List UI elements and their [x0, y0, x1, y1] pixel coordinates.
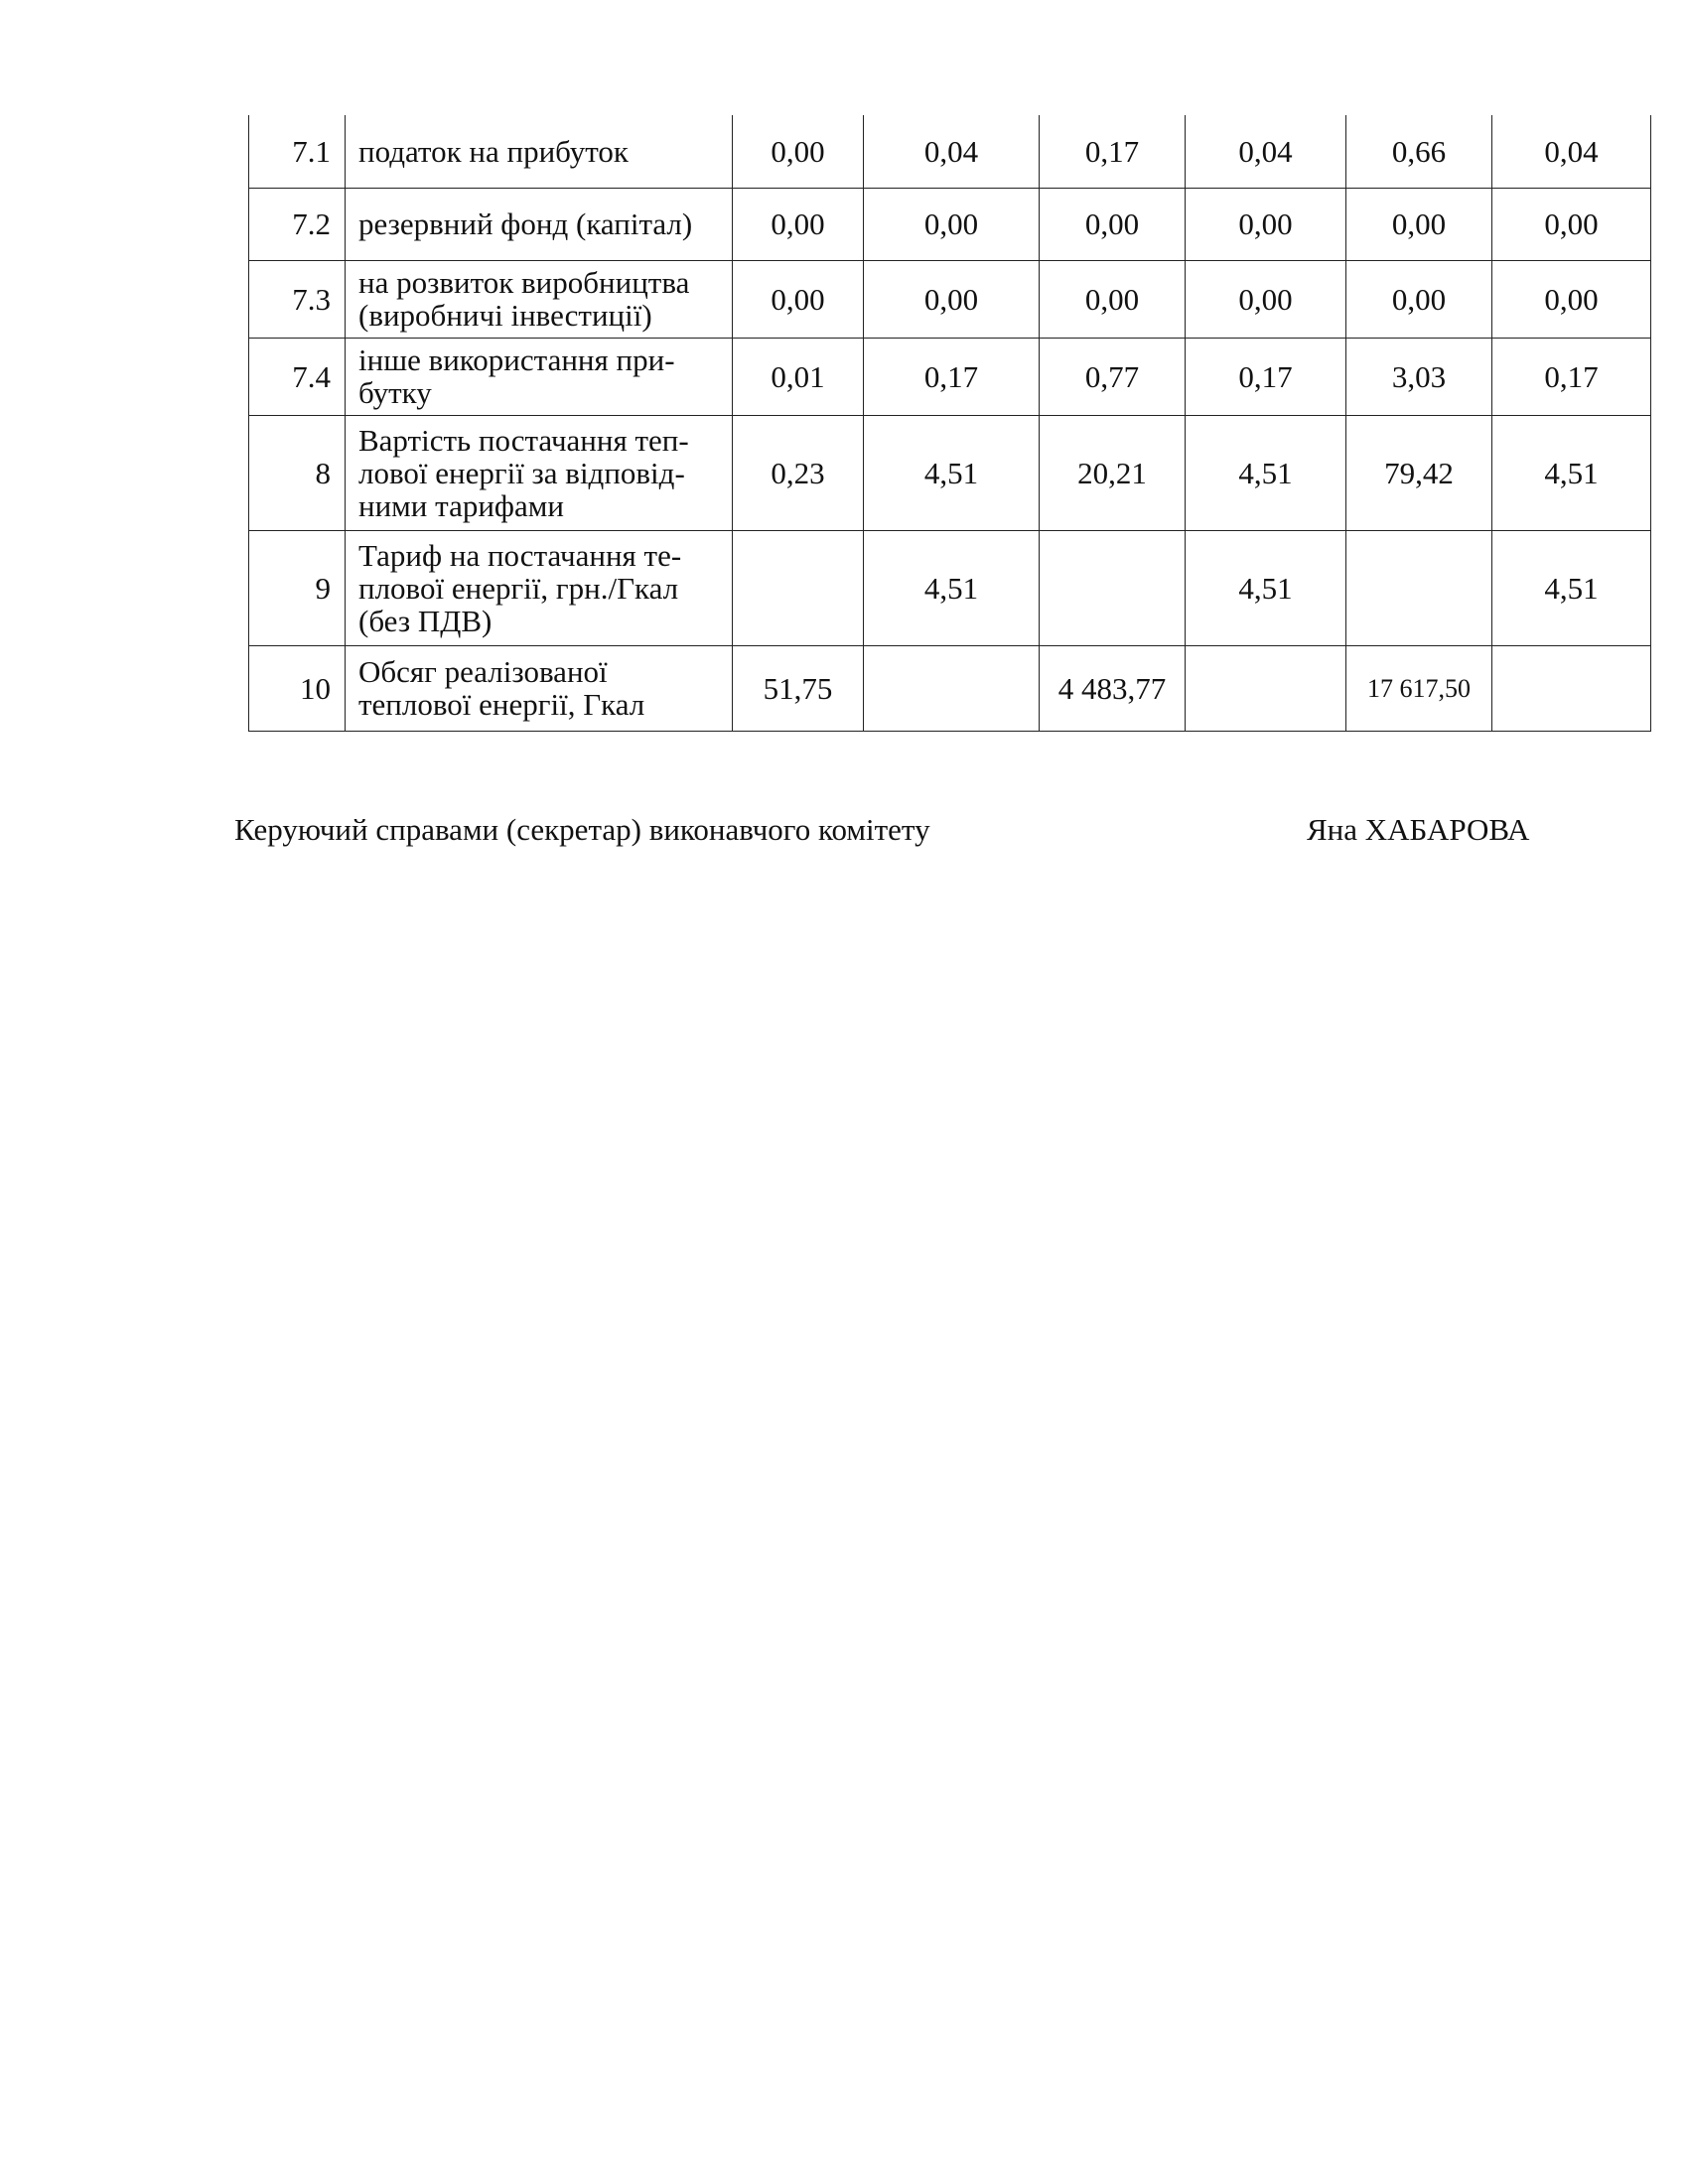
cell-value: 0,04: [1186, 115, 1346, 188]
row-description: резервний фонд (капітал): [346, 188, 733, 260]
cell-value: 0,04: [864, 115, 1040, 188]
cell-value: 0,00: [733, 115, 864, 188]
cell-value: 0,23: [733, 415, 864, 530]
cell-value: 4,51: [864, 415, 1040, 530]
row-description: Вартість постачання теп- лової енергії за відповід- ними тарифами: [346, 415, 733, 530]
cell-value: 4,51: [1186, 530, 1346, 645]
cell-value: 4,51: [1492, 530, 1651, 645]
cell-value: 0,01: [733, 338, 864, 415]
cell-value: 79,42: [1346, 415, 1492, 530]
row-number: 7.1: [249, 115, 346, 188]
cell-value: 0,00: [1346, 188, 1492, 260]
table-row: [249, 645, 1651, 731]
table-row: [249, 115, 1651, 188]
cell-value: 51,75: [733, 645, 864, 731]
cell-value: 0,17: [1186, 338, 1346, 415]
row-number: 9: [249, 530, 346, 645]
cell-value: 20,21: [1040, 415, 1186, 530]
cell-value: [1186, 645, 1346, 731]
table-row: [249, 530, 1651, 645]
cell-value: [1040, 530, 1186, 645]
row-number: 10: [249, 645, 346, 731]
row-number: 7.4: [249, 338, 346, 415]
cell-value: 0,00: [1186, 188, 1346, 260]
cell-value: 0,00: [1492, 260, 1651, 338]
table-row: [249, 260, 1651, 338]
cell-value: 0,00: [1040, 188, 1186, 260]
cell-value: 0,17: [864, 338, 1040, 415]
row-description: податок на прибуток: [346, 115, 733, 188]
signatory-name: Яна ХАБАРОВА: [1307, 812, 1530, 847]
row-description: Обсяг реалізованої теплової енергії, Гкал: [346, 645, 733, 731]
cell-value: 4,51: [864, 530, 1040, 645]
cell-value: 4 483,77: [1040, 645, 1186, 731]
cell-value: [1346, 530, 1492, 645]
signatory-position: Керуючий справами (секретар) виконавчого комітету: [234, 812, 930, 847]
cell-value: [864, 645, 1040, 731]
cell-value: 0,17: [1040, 115, 1186, 188]
row-description: інше використання при- бутку: [346, 338, 733, 415]
row-description: Тариф на постачання те- плової енергії, грн./Гкал (без ПДВ): [346, 530, 733, 645]
cell-value: 0,77: [1040, 338, 1186, 415]
cell-value: 0,00: [733, 188, 864, 260]
cell-value: 0,00: [1186, 260, 1346, 338]
cell-value: 0,00: [1492, 188, 1651, 260]
cell-value: 17 617,50: [1346, 645, 1492, 731]
cell-value: 0,00: [1040, 260, 1186, 338]
cell-value: 0,00: [1346, 260, 1492, 338]
table-row: [249, 188, 1651, 260]
cell-value: 0,04: [1492, 115, 1651, 188]
cell-value: 0,00: [864, 188, 1040, 260]
tariff-table: [248, 115, 1651, 732]
row-number: 7.3: [249, 260, 346, 338]
cell-value: [1492, 645, 1651, 731]
cell-value: 0,17: [1492, 338, 1651, 415]
table-row: [249, 338, 1651, 415]
row-number: 8: [249, 415, 346, 530]
table-row: [249, 415, 1651, 530]
cell-value: 3,03: [1346, 338, 1492, 415]
cell-value: 0,66: [1346, 115, 1492, 188]
cell-value: 0,00: [733, 260, 864, 338]
cell-value: 0,00: [864, 260, 1040, 338]
cell-value: 4,51: [1186, 415, 1346, 530]
row-number: 7.2: [249, 188, 346, 260]
row-description: на розвиток виробництва (виробничі інвестиції): [346, 260, 733, 338]
cell-value: 4,51: [1492, 415, 1651, 530]
cell-value: [733, 530, 864, 645]
